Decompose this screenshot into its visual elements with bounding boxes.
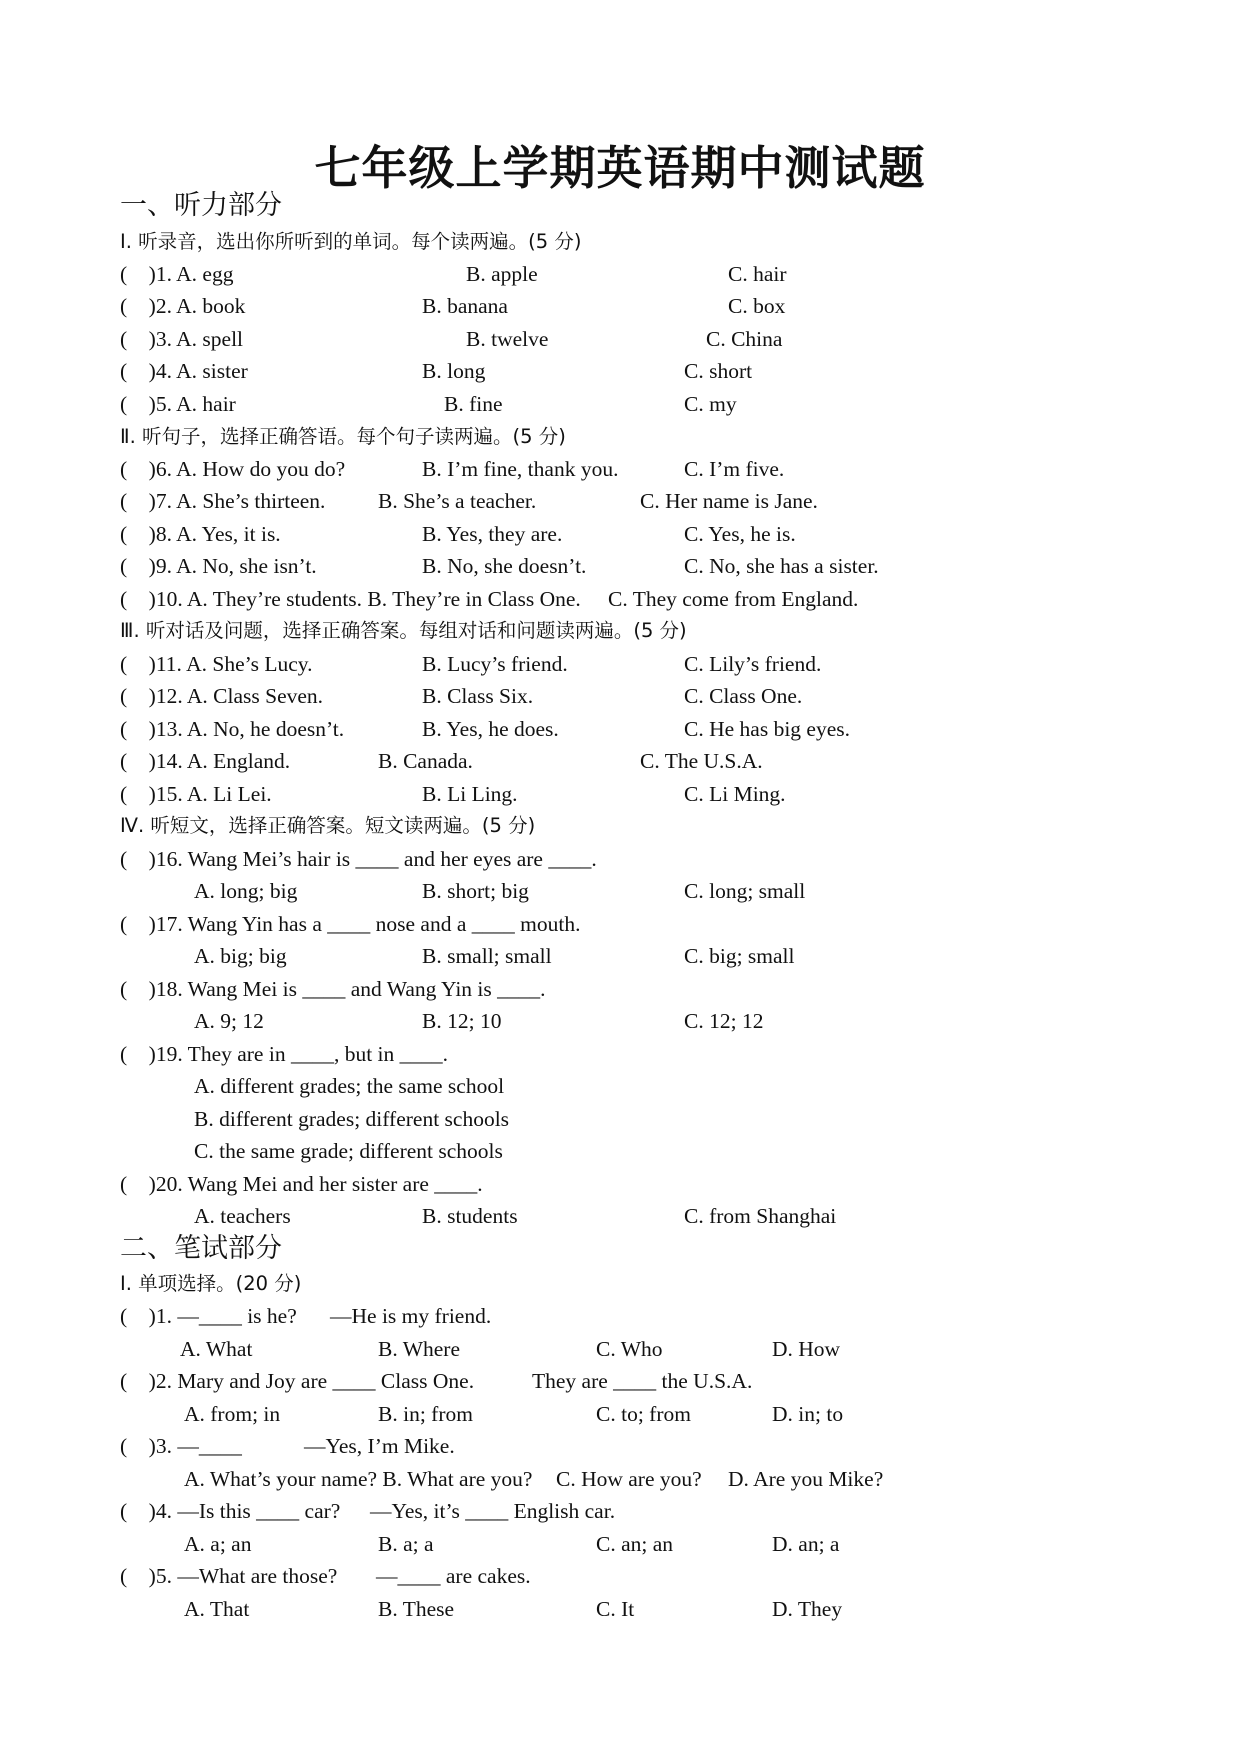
- question-19: ( )19. They are in ____, but in ____.: [120, 1042, 449, 1066]
- page-title: 七年级上学期英语期中测试题: [314, 141, 926, 195]
- part1-heading: 一、听力部分: [120, 190, 282, 221]
- question-19-option-c: C. the same grade; different schools: [194, 1139, 503, 1163]
- question-18: ( )18. Wang Mei is ____ and Wang Yin is ____.: [120, 977, 546, 1001]
- part2-heading: 二、笔试部分: [120, 1233, 282, 1264]
- section3-instructions: Ⅲ. 听对话及问题，选择正确答案。每组对话和问题读两遍。(5 分): [120, 619, 687, 642]
- section4-instructions: Ⅳ. 听短文，选择正确答案。短文读两遍。(5 分): [120, 814, 536, 837]
- section1-instructions: Ⅰ. 听录音，选出你所听到的单词。每个读两遍。(5 分): [120, 230, 582, 253]
- section5-instructions: Ⅰ. 单项选择。(20 分): [120, 1272, 302, 1295]
- exam-page: 七年级上学期英语期中测试题 一、听力部分 Ⅰ. 听录音，选出你所听到的单词。每个读两遍。(5 分) ( )1. A. egg B. apple C. hair ( )2. A. book B. banana C. box ( )3. A. spell B. twelve C. China ( )4. A. sister B. long C. short ( )5. A. hair B. fine C. my Ⅱ. 听句子，选择正确答语。每个句子读两遍。(5 分) ( )6. A. How do you do? B. I’m fine, thank you. C. I’m five. ( )7. A. She’s thirteen. B. She’s a teacher. C. Her name is Jane. ( )8. A. Yes, it is. B. Yes, they are. C. Yes, he is. ( )9. A. No, she isn’t. B. No, she doesn’t. C. No, she has a sister. ( )10. A. They’re students. B. They’re in Class One. C. They come from England. Ⅲ. 听对话及问题，选择正确答案。每组对话和问题读两遍。(5 分) ( )11. A. She’s Lucy. B. Lucy’s friend. C. Lily’s friend. ( )12. A. Class Seven. B. Class Six. C. Class One. ( )13. A. No, he doesn’t. B. Yes, he does. C. He has big eyes. ( )14. A. England. B. Canada. C. The U.S.A. ( )15. A. Li Lei. B. Li Ling. C. Li Ming. Ⅳ. 听短文，选择正确答案。短文读两遍。(5 分) ( )16. Wang Mei’s hair is ____ and her eyes are ____. A. long; big B. short; big C. long; small ( )17. Wang Yin has a ____ nose and a ____ mouth. A. big; big B. small; small C. big; small ( )18. Wang Mei is ____ and Wang Yin is ____. A. 9; 12 B. 12; 10 C. 12; 12 ( )19. They are in ____, but in ____. A. different grades; the same school B. different grades; different schools C. the same grade; different schools ( )20. Wang Mei and her sister are ____. A. teachers B. students C. from Shanghai 二、笔试部分 Ⅰ. 单项选择。(20 分) ( )1. —____ is he? —He is my friend. A. What B. Where C. Who D. How ( )2. Mary and Joy are ____ Class One. They are ____ the U.S.A. A. from; in B. in; from C. to; from D. in; to ( )3. —____ —Yes, I’m Mike. A. What’s your name? B. What are you? C. How are you? D. Are you Mike? ( )4. —Is this ____ car? —Yes, it’s ____ English car. A. a; an B. a; a C. an; an D. an; a ( )5. —What are those? —____ are cakes. A. That B. These C. It D. They: [0, 0, 1240, 1754]
- question-17: ( )17. Wang Yin has a ____ nose and a ____ mouth.: [120, 912, 581, 936]
- question-16: ( )16. Wang Mei’s hair is ____ and her eyes are ____.: [120, 847, 597, 871]
- question-19-option-a: A. different grades; the same school: [194, 1074, 505, 1098]
- section2-instructions: Ⅱ. 听句子，选择正确答语。每个句子读两遍。(5 分): [120, 425, 566, 448]
- question-19-option-b: B. different grades; different schools: [194, 1107, 510, 1131]
- question-20: ( )20. Wang Mei and her sister are ____.: [120, 1172, 483, 1196]
